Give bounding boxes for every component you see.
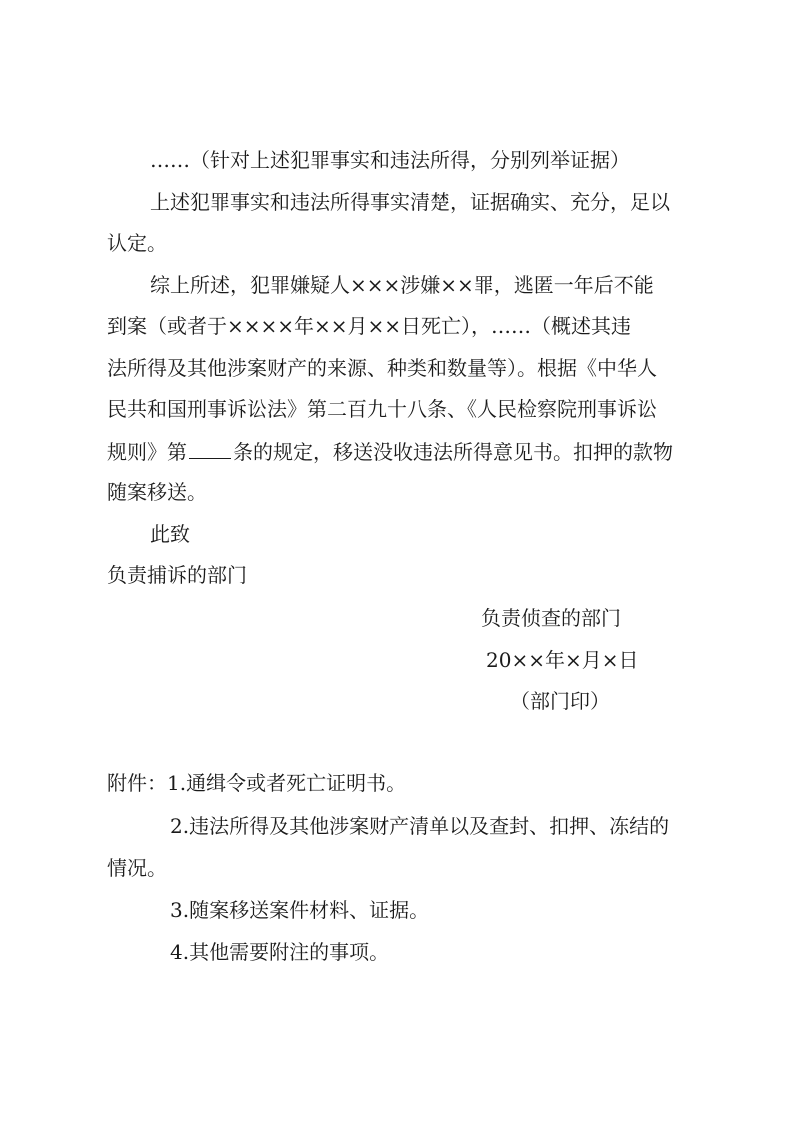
summary-line-1: 综上所述，犯罪嫌疑人×××涉嫌××罪，逃匿一年后不能 [150, 273, 654, 297]
summary-line-4: 民共和国刑事诉讼法》第二百九十八条、《人民检察院刑事诉讼 [107, 397, 657, 421]
summary-line-5-suffix: 条的规定，移送没收违法所得意见书。扣押的款物 [233, 440, 673, 464]
summary-line-6: 随案移送。 [107, 480, 207, 504]
attachment-item-4: 4.其他需要附注的事项。 [170, 940, 390, 964]
summary-line-5-prefix: 规则》第 [107, 440, 187, 464]
department-seal: （部门印） [510, 689, 610, 713]
article-number-blank [189, 436, 231, 459]
conclusion-line-1: 上述犯罪事实和违法所得事实清楚，证据确实、充分，足以 [150, 190, 670, 214]
recipient-department: 负责捕诉的部门 [107, 563, 247, 587]
attachment-item-3: 3.随案移送案件材料、证据。 [170, 898, 430, 922]
evidence-note: ……（针对上述犯罪事实和违法所得，分别列举证据） [150, 148, 630, 172]
sender-department: 负责侦查的部门 [481, 606, 621, 630]
summary-line-5 [107, 436, 673, 466]
attachment-item-1: 附件：1.通缉令或者死亡证明书。 [107, 771, 407, 795]
sender-date: 20××年×月×日 [486, 648, 639, 672]
salutation: 此致 [150, 522, 190, 546]
attachment-item-2-line-2: 情况。 [107, 856, 167, 880]
attachment-item-2-line-1: 2.违法所得及其他涉案财产清单以及查封、扣押、冻结的 [170, 814, 670, 838]
summary-line-3: 法所得及其他涉案财产的来源、种类和数量等）。根据《中华人 [107, 356, 657, 380]
conclusion-line-2: 认定。 [107, 231, 167, 255]
summary-line-2: 到案（或者于××××年××月××日死亡），……（概述其违 [107, 314, 632, 338]
